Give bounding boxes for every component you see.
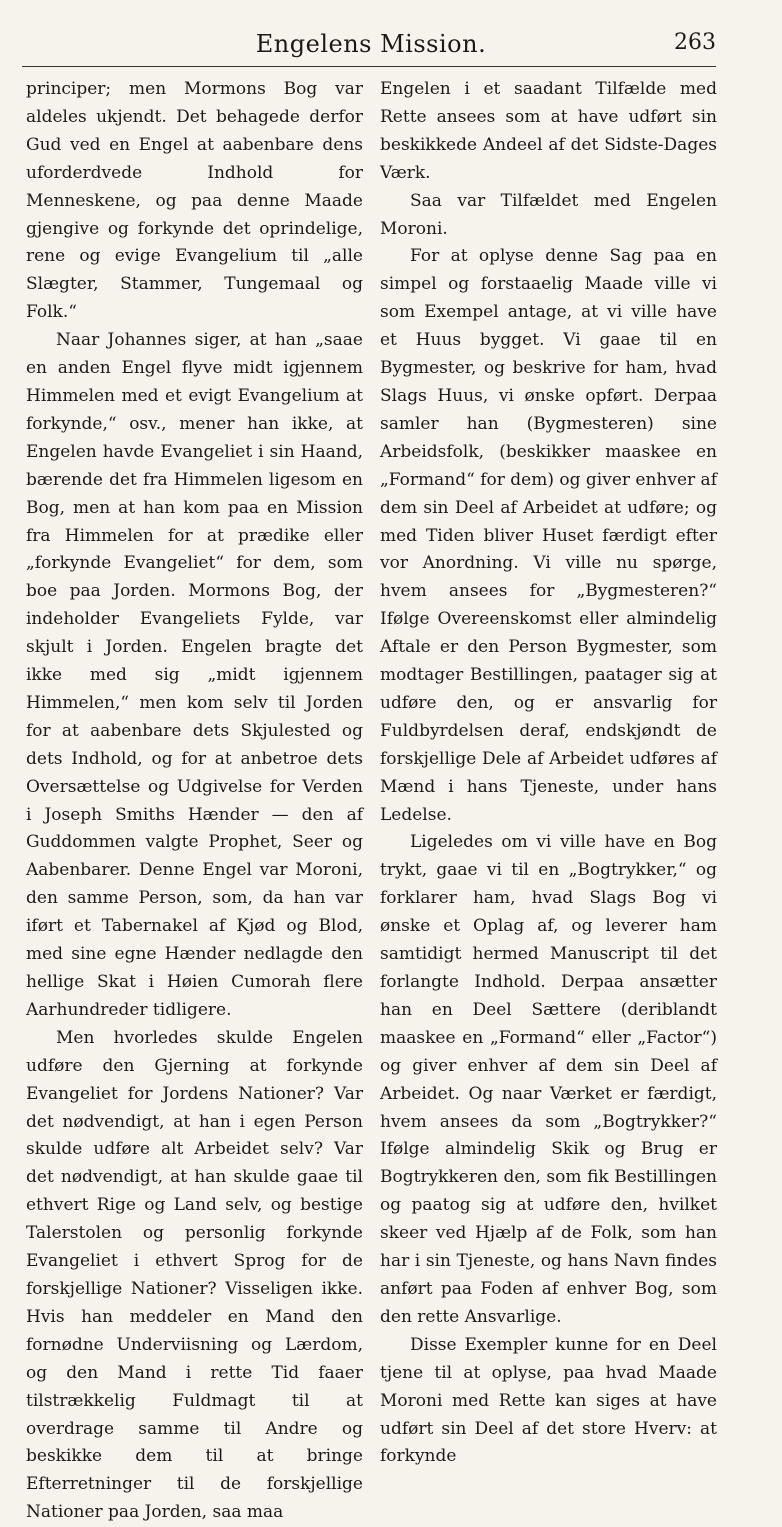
right-column <box>380 76 717 1467</box>
header-rule <box>22 66 716 67</box>
paragraph: Men hvorledes skulde Engelen udføre den Gjerning at forkynde Evangeliet for Jordens Nationer? Var det nødvendigt, at han i egen Person skulde udføre alt Arbeidet selv? Var det nødvendigt, at han skulde gaae til ethvert Rige og Land selv, og bestige Talerstolen og personlig forkynde Evangeliet i ethvert Sprog for de forskjellige Nationer? Visseligen ikke. Hvis han meddeler en Mand den fornødne Underviisning og Lærdom, og den Mand i rette Tid faaer tilstrækkelig Fuldmagt til at overdrage samme til Andre og beskikke dem til at bringe Efterretninger til de forskjellige Nationer paa Jorden, saa maa <box>26 1027 363 1523</box>
paragraph: For at oplyse denne Sag paa en simpel og forstaaelig Maade ville vi som Exempel antage, at vi ville have et Huus bygget. Vi gaae til en Bygmester, og beskrive for ham, hvad Slags Huus, vi ønske opført. Derpaa samler han (Bygmesteren) sine Arbeidsfolk, (beskikker maaskee en „Formand“ for dem) og giver enhver af dem sin Deel af Arbeidet at udføre; og med Tiden bliver Huset færdigt efter vor Anordning. Vi ville nu spørge, hvem ansees for „Bygmesteren?“ Ifølge Overeenskomst eller almindelig Aftale er den Person Bygmester, som modtager Bestillingen, paatager sig at udføre den, og er ansvarlig for Fuldbyrdelsen deraf, endskjøndt de forskjellige Dele af Arbeidet udføres af Mænd i hans Tjeneste, under hans Ledelse. <box>380 246 717 825</box>
running-title: Engelens Mission. <box>255 30 487 58</box>
paragraph: Saa var Tilfældet med Engelen Moroni. <box>380 190 717 239</box>
paragraph: Naar Johannes siger, at han „saae en anden Engel flyve midt igjennem Himmelen med et evigt Evangelium at forkynde,“ osv., mener han ikke, at Engelen havde Evangeliet i sin Haand, bærende det fra Himmelen ligesom en Bog, men at han kom paa en Mission fra Himmelen for at prædike eller „forkynde Evangeliet“ for dem, som boe paa Jorden. Mormons Bog, der indeholder Evangeliets Fylde, var skjult i Jorden. Engelen bragte det ikke med sig „midt igjennem Himmelen,“ men kom selv til Jorden for at aabenbare dets Skjulested og dets Indhold, og for at anbetroe dets Oversættelse og Udgivelse for Verden i Joseph Smiths Hænder — den af Guddommen valgte Prophet, Seer og Aabenbarer. Denne Engel var Moroni, den samme Person, som, da han var iført et Tabernakel af Kjød og Blod, med sine egne Hænder nedlagde den hellige Skat i Høien Cumorah flere Aarhundreder tidligere. <box>26 330 363 1020</box>
paragraph: Disse Exempler kunne for en Deel tjene til at oplyse, paa hvad Maade Moroni med Rette kan siges at have udført sin Deel af det store Hverv: at forkynde <box>380 1334 717 1467</box>
paragraph: principer; men Mormons Bog var aldeles ukjendt. Det behagede derfor Gud ved en Engel at aabenbare dens uforderdvede Indhold for Menneskene, og paa denne Maade gjengive og forkynde det oprindelige, rene og evige Evangelium til „alle Slægter, Stammer, Tungemaal og Folk.“ <box>26 79 363 323</box>
paragraph: Engelen i et saadant Tilfælde med Rette ansees som at have udført sin beskikkede Andeel af det Sidste-Dages Værk. <box>380 79 717 183</box>
left-column <box>26 76 363 1523</box>
paragraph: Ligeledes om vi ville have en Bog trykt, gaae vi til en „Bogtrykker,“ og forklarer ham, hvad Slags Bog vi ønske et Oplag af, og leverer ham samtidigt hermed Manuscript til det forlangte Indhold. Derpaa ansætter han en Deel Sættere (deriblandt maaskee en „Formand“ eller „Factor“) og giver enhver af dem sin Deel af Arbeidet. Og naar Værket er færdigt, hvem ansees da som „Bogtrykker?“ Ifølge almindelig Skik og Brug er Bogtrykkeren den, som fik Bestillingen og paatog sig at udføre den, hvilket skeer ved Hjælp af de Folk, som han har i sin Tjeneste, og hans Navn findes anført paa Foden af enhver Bog, som den rette Ansvarlige. <box>380 832 717 1327</box>
page-number: 263 <box>674 30 716 55</box>
page-header <box>26 30 716 60</box>
